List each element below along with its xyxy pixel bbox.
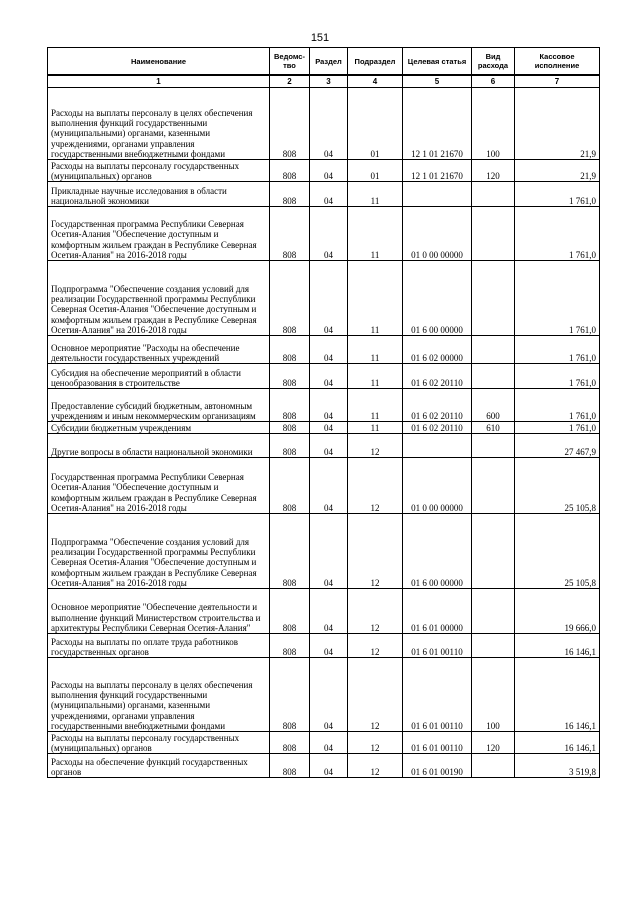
row-department: 808: [270, 458, 310, 514]
row-subsection: 12: [348, 658, 403, 732]
row-name: Государственная программа Республики Северная Осетия-Алания "Обеспечение доступным и комфортным жильем граждан в Республике Северная Осетия-Алания" на 2016-2018 годы: [48, 207, 270, 261]
row-amount: 1 761,0: [515, 336, 600, 364]
table-row: [48, 182, 600, 207]
header-row: [48, 48, 600, 76]
table-row: [48, 514, 600, 589]
table-row: [48, 634, 600, 658]
row-expense-type: 100: [472, 658, 515, 732]
row-name: Расходы на выплаты по оплате труда работников государственных органов: [48, 634, 270, 658]
row-department: 808: [270, 658, 310, 732]
budget-table: [47, 47, 600, 778]
row-target-item: [403, 434, 472, 458]
row-amount: 21,9: [515, 88, 600, 160]
row-department: 808: [270, 207, 310, 261]
table-row: [48, 589, 600, 634]
row-expense-type: [472, 261, 515, 336]
table-row: [48, 422, 600, 434]
row-department: 808: [270, 589, 310, 634]
row-target-item: 01 6 00 00000: [403, 514, 472, 589]
row-subsection: 11: [348, 422, 403, 434]
row-expense-type: 610: [472, 422, 515, 434]
row-amount: 3 519,8: [515, 754, 600, 778]
row-section: 04: [310, 364, 348, 389]
row-target-item: 01 0 00 00000: [403, 207, 472, 261]
row-amount: 27 467,9: [515, 434, 600, 458]
row-section: 04: [310, 732, 348, 754]
row-amount: 1 761,0: [515, 207, 600, 261]
page-number: 151: [310, 32, 330, 44]
row-subsection: 11: [348, 364, 403, 389]
row-name: Другие вопросы в области национальной экономики: [48, 434, 270, 458]
table-row: [48, 336, 600, 364]
column-number-row: [48, 75, 600, 88]
row-department: 808: [270, 634, 310, 658]
row-expense-type: 120: [472, 732, 515, 754]
row-name: Расходы на выплаты персоналу государственных (муниципальных) органов: [48, 160, 270, 182]
row-name: Расходы на выплаты персоналу в целях обеспечения выполнения функций государственными (муниципальными) органами, казенными учреждениями, органами управления государственными внебюджетными фондами: [48, 88, 270, 160]
row-name: Подпрограмма "Обеспечение создания условий для реализации Государственной программы Республики Северная Осетия-Алания "Обеспечение доступным и комфортным жильем граждан в Республике Северная Осетия-Алания" на 2016-2018 годы: [48, 514, 270, 589]
row-name: Основное мероприятие "Обеспечение деятельности и выполнение функций Министерством строительства и архитектуры Республики Северная Осетия-Алания": [48, 589, 270, 634]
row-name: Расходы на выплаты персоналу в целях обеспечения выполнения функций государственными (муниципальными) органами, казенными учреждениями, органами управления государственными внебюджетными фондами: [48, 658, 270, 732]
header-target-item: Целевая статья: [403, 48, 472, 76]
row-section: 04: [310, 634, 348, 658]
row-amount: 16 146,1: [515, 658, 600, 732]
row-subsection: 11: [348, 207, 403, 261]
row-amount: 25 105,8: [515, 458, 600, 514]
row-amount: 25 105,8: [515, 514, 600, 589]
row-section: 04: [310, 389, 348, 422]
row-target-item: 01 6 01 00110: [403, 732, 472, 754]
row-name: Расходы на обеспечение функций государственных органов: [48, 754, 270, 778]
row-department: 808: [270, 434, 310, 458]
column-number: 2: [270, 75, 310, 88]
row-expense-type: [472, 182, 515, 207]
row-expense-type: [472, 207, 515, 261]
row-subsection: 11: [348, 389, 403, 422]
row-department: 808: [270, 261, 310, 336]
row-subsection: 12: [348, 732, 403, 754]
row-department: 808: [270, 754, 310, 778]
row-expense-type: [472, 634, 515, 658]
row-expense-type: [472, 434, 515, 458]
row-amount: 1 761,0: [515, 182, 600, 207]
row-section: 04: [310, 514, 348, 589]
row-amount: 16 146,1: [515, 732, 600, 754]
row-expense-type: [472, 589, 515, 634]
row-target-item: 12 1 01 21670: [403, 88, 472, 160]
row-target-item: 01 6 02 00000: [403, 336, 472, 364]
row-subsection: 11: [348, 182, 403, 207]
row-target-item: 01 6 02 20110: [403, 389, 472, 422]
row-section: 04: [310, 207, 348, 261]
row-amount: 1 761,0: [515, 389, 600, 422]
row-subsection: 12: [348, 434, 403, 458]
row-expense-type: [472, 458, 515, 514]
row-name: Расходы на выплаты персоналу государственных (муниципальных) органов: [48, 732, 270, 754]
header-expense-type: Вид расхода: [472, 48, 515, 76]
row-expense-type: [472, 754, 515, 778]
row-name: Предоставление субсидий бюджетным, автономным учреждениям и иным некоммерческим организациям: [48, 389, 270, 422]
table-row: [48, 207, 600, 261]
row-expense-type: 120: [472, 160, 515, 182]
row-subsection: 11: [348, 336, 403, 364]
row-target-item: 01 6 01 00190: [403, 754, 472, 778]
table-row: [48, 160, 600, 182]
row-name: Субсидия на обеспечение мероприятий в области ценообразования в строительстве: [48, 364, 270, 389]
row-name: Подпрограмма "Обеспечение создания условий для реализации Государственной программы Республики Северная Осетия-Алания "Обеспечение доступным и комфортным жильем граждан в Республике Северная Осетия-Алания" на 2016-2018 годы: [48, 261, 270, 336]
column-number: 7: [515, 75, 600, 88]
row-section: 04: [310, 434, 348, 458]
table-row: [48, 754, 600, 778]
row-target-item: 01 6 00 00000: [403, 261, 472, 336]
column-number: 6: [472, 75, 515, 88]
row-section: 04: [310, 261, 348, 336]
row-target-item: 12 1 01 21670: [403, 160, 472, 182]
table-row: [48, 658, 600, 732]
row-target-item: 01 6 02 20110: [403, 422, 472, 434]
row-subsection: 01: [348, 160, 403, 182]
row-department: 808: [270, 514, 310, 589]
column-number: 4: [348, 75, 403, 88]
table-row: [48, 261, 600, 336]
row-target-item: 01 6 01 00110: [403, 658, 472, 732]
row-expense-type: 600: [472, 389, 515, 422]
row-amount: 19 666,0: [515, 589, 600, 634]
row-name: Государственная программа Республики Северная Осетия-Алания "Обеспечение доступным и комфортным жильем граждан в Республике Северная Осетия-Алания" на 2016-2018 годы: [48, 458, 270, 514]
row-section: 04: [310, 336, 348, 364]
header-name: Наименование: [48, 48, 270, 76]
row-name: Основное мероприятие "Расходы на обеспечение деятельности государственных учреждений: [48, 336, 270, 364]
column-number: 3: [310, 75, 348, 88]
row-expense-type: [472, 364, 515, 389]
row-section: 04: [310, 88, 348, 160]
row-amount: 21,9: [515, 160, 600, 182]
row-section: 04: [310, 589, 348, 634]
table-row: [48, 88, 600, 160]
row-department: 808: [270, 160, 310, 182]
row-subsection: 12: [348, 589, 403, 634]
header-subsection: Подраздел: [348, 48, 403, 76]
row-expense-type: [472, 514, 515, 589]
row-amount: 1 761,0: [515, 364, 600, 389]
row-subsection: 12: [348, 458, 403, 514]
table-row: [48, 364, 600, 389]
table-row: [48, 732, 600, 754]
table-row: [48, 389, 600, 422]
row-target-item: 01 0 00 00000: [403, 458, 472, 514]
row-department: 808: [270, 732, 310, 754]
header-department: Ведомс-тво: [270, 48, 310, 76]
row-department: 808: [270, 364, 310, 389]
row-target-item: 01 6 01 00110: [403, 634, 472, 658]
row-subsection: 12: [348, 634, 403, 658]
row-department: 808: [270, 88, 310, 160]
column-number: 5: [403, 75, 472, 88]
header-cash-execution: Кассовое исполнение: [515, 48, 600, 76]
row-name: Прикладные научные исследования в области национальной экономики: [48, 182, 270, 207]
row-expense-type: 100: [472, 88, 515, 160]
row-department: 808: [270, 182, 310, 207]
row-section: 04: [310, 754, 348, 778]
row-department: 808: [270, 422, 310, 434]
row-section: 04: [310, 422, 348, 434]
row-section: 04: [310, 458, 348, 514]
row-amount: 1 761,0: [515, 422, 600, 434]
row-subsection: 01: [348, 88, 403, 160]
column-number: 1: [48, 75, 270, 88]
table-row: [48, 458, 600, 514]
row-amount: 1 761,0: [515, 261, 600, 336]
header-section: Раздел: [310, 48, 348, 76]
row-subsection: 12: [348, 514, 403, 589]
row-department: 808: [270, 336, 310, 364]
row-target-item: 01 6 01 00000: [403, 589, 472, 634]
row-section: 04: [310, 658, 348, 732]
row-amount: 16 146,1: [515, 634, 600, 658]
row-expense-type: [472, 336, 515, 364]
table-row: [48, 434, 600, 458]
row-name: Субсидии бюджетным учреждениям: [48, 422, 270, 434]
row-subsection: 12: [348, 754, 403, 778]
row-target-item: [403, 182, 472, 207]
row-department: 808: [270, 389, 310, 422]
row-target-item: 01 6 02 20110: [403, 364, 472, 389]
row-section: 04: [310, 160, 348, 182]
row-section: 04: [310, 182, 348, 207]
row-subsection: 11: [348, 261, 403, 336]
